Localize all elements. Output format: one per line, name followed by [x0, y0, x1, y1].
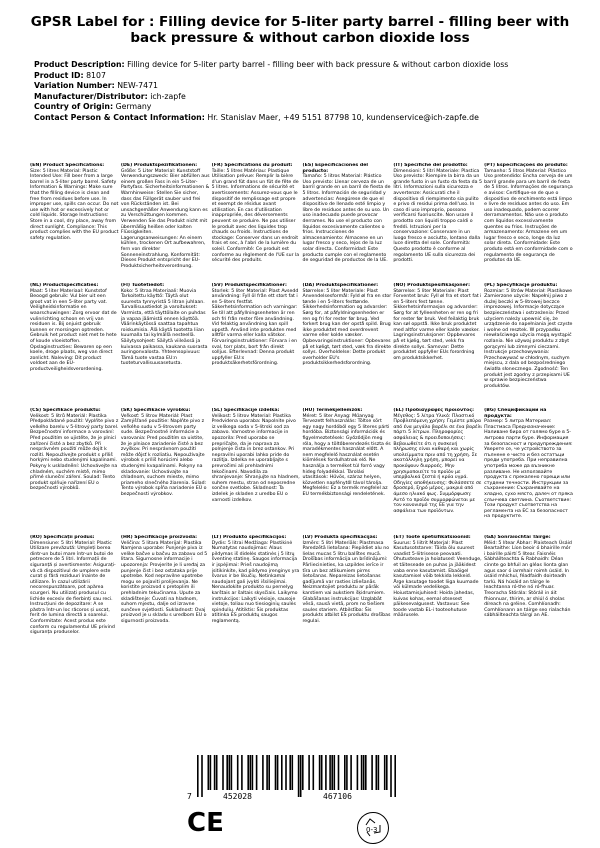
spec-body: Méret: 5 liter Anyag: Műanyag Tervezett felhasználás: Töltse sört egy nagy hordóból egy 5 literes párti hordóba. Biztonsági információk és figyelmeztetések: Győződjön meg róla, hogy a töltőberendezés tiszta és maradékmentes használat előtt. A nem megfelelő használat esetén kiömlések fordulhatnak elő. Ne használja a terméket túl forró vagy hideg folyadékkal. Tárolási utasítások: Hűvös, száraz helyen, közvetlen napfénytől távol tárolja. Megfelelés: Ez a termék megfelel az EU termékbiztonsági rendeletének.	[302, 413, 391, 497]
barcode-bar	[338, 755, 340, 790]
barcode-bar	[325, 755, 327, 790]
spec-row	[30, 408, 575, 520]
spec-body: Größe: 5 Liter Material: Kunststoff Verwendungszweck: Bier abfüllen aus einem großen Fass in ein 5-Liter-Partyfass. Sicherheitsinformationen & Warnhinweise: Stellen Sie sicher, dass das Füllgerät sauber und frei von Rückständen ist. Bei unsachgemäßer Anwendung kann es zu Verschüttungen kommen. Verwenden Sie das Produkt nicht mit übermäßig heißen oder kalten Flüssigkeiten. Lagerungsanweisungen: An einem kühlen, trockenen Ort aufbewahren, fern von direkter Sonneneinstrahlung. Konformität: Dieses Produkt entspricht der EU-Produktsicherheitsverordnung.	[120, 168, 210, 269]
spec-cell	[121, 535, 212, 636]
barcode-bar	[222, 755, 224, 790]
spec-cell	[484, 283, 575, 389]
spec-heading: (SV) Produktspecifikationer:	[211, 283, 287, 288]
barcode-bar	[394, 755, 396, 797]
spec-cell	[30, 163, 121, 269]
spec-cell	[30, 535, 121, 636]
spec-body: Koko: 5 litraa Materiaali: Muovia Tarkoitettu käyttö: Täytä olut suuresta tynnyristä 5 litran juhlaan. Turvallisuustiedot ja varoitukset: Varmista, että täyttölaite on puhdas ja vapaa jäämistä ennen käyttöä. Väärinkäytössä saattaa tapahtua roiskumisia. Älä käytä tuotetta liian kuumalla tai kylmällä nesteellä. Säilytysohjeet: Säilytä viileässä ja kuivassa paikassa, kaukana suorasta auringonvalosta. Yhteensopivuus: Tämä tuote vastaa EU:n tuoteturvallisuusasetusta.	[120, 288, 208, 367]
spec-heading: (RO) Specificații produs:	[30, 535, 95, 540]
barcode-bar	[319, 755, 321, 790]
barcode-bar	[252, 755, 254, 790]
barcode-bar	[197, 755, 199, 797]
barcode-left-digits: 452028	[223, 792, 252, 800]
spec-heading: (HU) Termékjellemzők:	[302, 408, 363, 413]
barcode-bar	[331, 755, 333, 790]
barcode-bar	[266, 755, 268, 790]
label-title: GPSR Label for : Filling device for 5-liter party barrel - filling beer with back pressure & without carbon dioxide loss	[30, 14, 570, 46]
barcode-bar	[292, 755, 294, 790]
spec-cell	[212, 408, 303, 520]
barcode-bar	[275, 755, 277, 790]
barcode-right-digits: 467106	[323, 792, 352, 800]
barcode-bar	[329, 755, 331, 790]
spec-row	[30, 283, 575, 389]
spec-body: Μέγεθος: 5 λίτρα Υλικό: Πλαστικό Προβλεπόμενη χρήση: Γεμίστε μπύρα από ένα μεγάλο βαρέλι σε ένα βαρέλι πάρτι 5 λίτρων. Πληροφορίες ασφάλειας & προειδοποιήσεις: Βεβαιωθείτε ότι η συσκευή πλήρωσης είναι καθαρή και χωρίς υπολείμματα πριν από τη χρήση. Σε ακατάλληλη χρήση, μπορεί να προκύψουν διαρροές. Μην χρησιμοποιείτε το προϊόν με υπερβολικά ζεστά ή κρύα υγρά. Οδηγίες αποθήκευσης: Φυλάσσετε σε δροσερό, ξηρό μέρος, μακριά από άμεσο ηλιακό φως. Συμμόρφωση: Αυτό το προϊόν συμμορφώνεται με τον κανονισμό της ΕΕ για την ασφάλεια των προϊόντων.	[393, 413, 482, 514]
barcode-bar	[285, 755, 287, 790]
meta-line	[34, 102, 586, 113]
spec-cell	[393, 535, 484, 636]
spec-heading: (IT) Specifiche del prodotto:	[393, 163, 468, 168]
spec-body: Izmērs: 5 litri Materiāls: Plastmasa Paredzētā lietošana: Piepildiet alu no lielas mucas 5 litru ballītes mucā. Drošības informācija un brīdinājumi: Pārliecinieties, ka uzpildes ierīce ir tīra un bez atlikumiem pirms lietošanas. Nepareizas lietošanas gadījumā var rasties izliešanās. Neizmantojiet produktu ar pārāk karstiem vai aukstiem šķidrumiem. Glabāšanas instrukcijas: Uzglabāt vēsā, sausā vietā, prom no tiešiem saules stariem. Atbilstība: Šis produkts atbilst ES produktu drošības regulai.	[302, 540, 391, 624]
barcode-bar	[302, 755, 304, 790]
spec-body: Size: 5 litres Material: Plastic Intended Use: Fill beer from a large barrel in a 5-liter party barrel. Safety Information & Warnings: Make sure that the filling device is clean and free from residues before use. In improper use, spills can occur. Do not use with hot or excessively hot or cold liquids. Storage Instructions: Store in a cool, dry place, away from direct sunlight. Compliance: This product complies with the EU product safety regulation.	[30, 168, 119, 241]
spec-heading: (HR) Specifikacije proizvoda:	[120, 535, 198, 540]
spec-body: Rozmiar: 5 litrów Materiał: Plastikowe Zamierzone użycie: Napełnij piwo z dużej beczki w 5-litrowej beczce imprezowej. Informacje dotyczące bezpieczeństwa i ostrzeżenia: Przed użyciem należy upewnić się, że urządzenie do napełniania jest czyste i wolne od resztek. W przypadku niewłaściwego użycia mogą wystąpić rozlania. Nie używaj produktu z zbyt gorącymi lub zimnymi cieczami. Instrukcje przechowywania: Przechowywać w chłodnym, suchym miejscu, z dala od bezpośredniego światła słonecznego. Zgodność: Ten produkt jest zgodny z przepisami UE w sprawie bezpieczeństwa produktów.	[484, 288, 573, 389]
barcode-bar	[262, 755, 264, 790]
meta-line	[34, 60, 586, 71]
spec-body: Suurus: 5 liitrit Materjal: Plast Kasutusotstarve: Täida õlu suurest vaadist 5-liitrisesse peovaati. Ohutusteave ja hoiatused: Veenduge, et täiteseade on puhas ja jääkidest vaba enne kasutamist. Ebaõigel kasutamisel võib tekkida lekkeid. Ärge kasutage toodet liiga kuumade või külmade vedelikega. Hoiustamisjuhised: Hoida jahedas, kuivas kohas, eemal otsesest päikesevalgusest. Vastavus: See toode vastab EL-i tooteohutuse määrusele.	[393, 540, 482, 619]
barcode-bar	[321, 755, 323, 790]
barcode-bar	[365, 755, 367, 790]
spec-heading: (EN) Product Specifications:	[30, 163, 105, 168]
spec-cell	[212, 283, 303, 389]
spec-body: Размер: 5 литра Материал: Пластмаса Предназначение: Наливане бира от голямо буре в 5-литрово парти буре. Информация за безопасност и предупреждения: Уверете се, че устройството за пълнене е чисто и без остатъци преди употреба. При неправилна употреба може да възникне разливане. Не използвайте продукта с прекалено горещи или студени течности. Инструкции за съхранение: Съхранявайте на хладно, сухо място, далеч от пряка слънчева светлина. Съответствие: Този продукт съответства на регламента на ЕС за безопасност на продуктите.	[484, 419, 573, 520]
barcode-bar	[384, 755, 386, 790]
spec-heading: (CS) Specifikace produktu:	[30, 408, 101, 413]
recycling-icon	[357, 812, 389, 844]
spec-body: Tamanho: 5 litros Material: Plástico Uso pretendido: Encha cerveja de um barril grande para um barril de festa de 5 litros. Informações de segurança e avisos: Certifique-se de que o dispositivo de enchimento está limpo e livre de resíduos antes do uso. Em uso inadequado, podem ocorrer derramamentos. Não use o produto com líquidos excessivamente quentes ou frios. Instruções de armazenamento: Armazene em um lugar fresco e seco, longe da luz solar direta. Conformidade: Este produto está em conformidade com o regulamento de segurança de produtos da UE.	[484, 168, 573, 264]
meta-value: Filling device for 5-liter party barrel - filling beer with back pressure & without carbon dioxide loss	[127, 60, 509, 69]
barcode-bar	[344, 755, 346, 790]
meta-value: NEW-7471	[117, 81, 158, 90]
spec-cell	[121, 408, 212, 520]
spec-cell	[302, 163, 393, 269]
spec-cell	[484, 408, 575, 520]
spec-cell	[302, 408, 393, 520]
spec-heading: (NL) Productspecificaties:	[30, 283, 99, 288]
recycle-label: 0-3	[366, 826, 378, 834]
barcode-bar	[201, 755, 203, 797]
spec-body: Veľkosť: 5 litrov Materiál: Plast Zamýšľané použitie: Naplňte pivo z veľkého sudu v 5-litrovom party sude. Bezpečnostné informácie a varovania: Pred použitím sa uistite, že je plniace zariadenie čisté a bez zvyškov. Pri nesprávnom použití môže dôjsť k rozliatiu. Nepoužívajte výrobok s príliš horúcimi alebo studenými kvapalinami. Pokyny na skladovanie: Uchovávajte na chladnom, suchom mieste, mimo priameho slnečného žiarenia. Súlad: Tento výrobok spĺňa nariadenie EÚ o bezpečnosti výrobkov.	[120, 413, 207, 497]
spec-row	[30, 163, 575, 269]
spec-heading: (SK) Špecifikácie výrobku:	[120, 408, 191, 413]
meta-line	[34, 92, 586, 103]
barcode-bar	[334, 755, 336, 790]
spec-body: Dimensiune: 5 litri Material: Plastic Utilizare prevăzută: Umpleți berea dintr-un butoi mare într-un butoi de petrecere de 5 litri. Informații de siguranță și avertismente: Asigurați-vă că dispozitivul de umplere este curat și fără reziduuri înainte de utilizare. În cazul utilizării necorespunzătoare, pot apărea scurgeri. Nu utilizați produsul cu lichide excesiv de fierbinți sau reci. Instrucțiuni de depozitare: A se păstra într-un loc răcoros și uscat, ferit de lumina directă a soarelui. Conformitate: Acest produs este conform cu regulamentul UE privind siguranța produselor.	[30, 540, 116, 636]
barcode-bar	[313, 755, 315, 790]
barcode-bar	[216, 755, 218, 790]
barcode-bar	[376, 755, 378, 790]
spec-heading: (ET) Toote spetsifikatsioonid:	[393, 535, 471, 540]
spec-cell	[484, 163, 575, 269]
meta-label: Manufacturer/Distributor:	[34, 91, 148, 101]
barcode-lead-digit: 7	[187, 792, 192, 800]
barcode-bar	[277, 755, 279, 790]
barcode-bar	[298, 755, 300, 797]
meta-value: Hr. Stanislav Maer, +49 5151 87798 10, kundenservice@ich-zapfe.de	[207, 112, 479, 122]
barcode-bar	[361, 755, 363, 790]
barcode-bar	[281, 755, 283, 790]
spec-heading: (FR) Spécifications du produit:	[211, 163, 293, 168]
barcode-bar	[241, 755, 243, 790]
barcode-bar	[214, 755, 216, 790]
spec-heading: (EL) Προδιαγραφές προϊόντος:	[393, 408, 475, 413]
meta-label: Contact Person & Contact Information:	[34, 112, 205, 122]
barcode-bar	[268, 755, 270, 790]
barcode-bar	[386, 755, 388, 790]
spec-body: Veličina: 5 litara Materijal: Plastika Namjena uporabe: Punjenje piva iz velike bačve u bačvu za zabavu od 5 litara. Sigurnosne informacije i upozorenja: Provjerite je li uređaj za punjenje čist i bez ostataka prije upotrebe. Kod nepravilne upotrebe mogu se pojaviti prolijevanja. Ne koristite proizvod s pretoplim ili prehladnim tekućinama. Upute za skladištenje: Čuvati na hladnom, suhom mjestu, dalje od izravne sunčeve svjetlosti. Sukladnost: Ovaj proizvod je u skladu s uredbom EU o sigurnosti proizvoda.	[120, 540, 208, 624]
spec-row	[30, 535, 575, 636]
spec-body: Størrelse: 5 liter Materiale: Plast Forventet bruk: Fyll øl fra et stort fat i en 5-liters fest tønne. Sikkerhetsinformasjon og advarsler: Sørg for at fylleenheten er ren og fri for rester før bruk. Ved feilaktig bruk kan søl oppstå. Ikke bruk produktet med altfor varme eller kalde væsker. Lagringsinstruksjoner: Oppbevares på et kjølig, tørt sted, vekk fra direkte sollys. Samsvar: Dette produktet oppfyller EUs forordning om produktsikkerhet.	[393, 288, 482, 361]
spec-heading: (NO) Produktspesifikasjoner:	[393, 283, 470, 288]
spec-body: Dydis: 5 litrai Medžiaga: Plastikinė Numatytas naudojimas: Alaus pildymas iš didelės statinės į 5 litrų šventinę statinę. Saugos informacija ir įspėjimai: Prieš naudojimą įsitikinkite, kad pildymo įrenginys yra švarus ir be likučių. Netinkamai naudojant gali įvykti išsiliejimai. Nenaudokite produkto su pernelyg karštais ar šaltais skysčiais. Laikymo instrukcijos: Laikyti vėsioje, sausoje vietoje, toliau nuo tiesioginių saulės spindulių. Atitiktis: Šis produktas atitinka ES produktų saugos reglamentą.	[211, 540, 300, 624]
spec-body: Størrelse: 5 liter Materiale: Plast Anvendelsesformål: Fyld øl fra en stor tønde i en 5-liters festtønde. Sikkerhedsinformation og advarsler: Sørg for, at påfyldningsenheden er ren og fri for rester før brug. Ved forkert brug kan der opstå spild. Brug ikke produktet med overdrevent varme eller kolde væsker. Opbevaringsinstruktioner: Opbevares på et køligt, tørt sted, væk fra direkte sollys. Overholdelse: Dette produkt overholder EU's produktsikkerhedsforordning.	[302, 288, 392, 367]
meta-value: Germany	[115, 102, 152, 111]
barcode-bar	[208, 755, 210, 790]
spec-cell	[121, 163, 212, 269]
spec-cell	[212, 163, 303, 269]
meta-line	[34, 113, 586, 124]
spec-cell	[121, 283, 212, 389]
spec-body: Storlek: 5 liter Material: Plast Avsedd användning: Fyll öl från ett stort fat i en 5-liters festfat. Säkerhetsinformation och varningar: Se till att påfyllningsenheten är ren och fri från rester före användning. Vid felaktig användning kan spill uppstå. Använd inte produkten med alltför varma eller kalla vätskor. Förvaringsinstruktioner: Förvara i en sval, torr plats, bort från direkt solljus. Efterlevnad: Denna produkt uppfyller EU:s produktsäkerhetsförordning.	[211, 288, 299, 367]
spec-cell	[393, 283, 484, 389]
spec-heading: (PL) Specyfikacje produktu:	[484, 283, 558, 288]
barcode-bar	[237, 755, 239, 790]
spec-body: Velikost: 5 litrov Material: Plastika Predvidena uporaba: Napolnite pivo iz velikega soda v 5-litrski sod za zabavo. Varnostne informacije in opozorila: Pred uporabo se prepričajte, da je naprava za polnjenje čista in brez ostankov. Pri nepravilni uporabi lahko pride do razlitja. Izdelka ne uporabljajte s prevročimi ali prehladnimi tekočinami. Navodila za shranjevanje: Shranjujte na hladnem, suhem mestu, stran od neposredne sončne svetlobe. Skladnost: Ta izdelek je skladen z uredbo EU o varnosti izdelkov.	[211, 413, 300, 503]
spec-heading: (ES) Especificaciones del producto:	[302, 163, 368, 174]
barcode-bar	[289, 755, 291, 790]
spec-cell	[393, 408, 484, 520]
barcode-bar	[346, 755, 348, 790]
spec-cell	[30, 283, 121, 389]
spec-heading: (LT) Produkto specifikacijos:	[211, 535, 287, 540]
spec-heading: (DA) Produktspecifikationer:	[302, 283, 379, 288]
spec-heading: (DE) Produktspezifikationen:	[120, 163, 198, 168]
spec-cell	[302, 535, 393, 636]
barcode-bar	[308, 755, 310, 790]
spec-cell	[302, 283, 393, 389]
spec-heading: (PT) Especificações do produto:	[484, 163, 568, 168]
spec-cell	[30, 408, 121, 520]
meta-label: Country of Origin:	[34, 102, 114, 111]
spec-heading: (GA) Sonraíochtaí Táirge:	[484, 535, 551, 540]
spec-heading: (FI) Tuotetiedot:	[120, 283, 165, 288]
meta-line	[34, 81, 586, 92]
meta-line	[34, 71, 586, 82]
barcode-bar	[390, 755, 392, 797]
product-meta	[34, 60, 586, 123]
meta-value: 8107	[86, 70, 106, 80]
barcode-bar	[250, 755, 252, 790]
spec-cell	[393, 163, 484, 269]
spec-cell	[484, 535, 575, 636]
barcode-bar	[357, 755, 359, 790]
meta-label: Variation Number:	[34, 81, 115, 90]
spec-heading: (SL) Specifikacije izdelka:	[211, 408, 280, 413]
spec-body: Tamaño: 5 litros Material: Plástico Uso previsto: Llenar cerveza de un barril grande en un barril de fiesta de 5 litros. Información de seguridad y advertencias: Asegúrese de que el dispositivo de llenado esté limpio y libre de residuos antes de su uso. Un uso inadecuado puede provocar derrames. No use el producto con líquidos excesivamente calientes o fríos. Instrucciones de almacenamiento: Almacene en un lugar fresco y seco, lejos de la luz solar directa. Conformidad: Este producto cumple con el reglamento de seguridad de productos de la UE.	[302, 174, 391, 264]
ce-mark: CE	[187, 808, 224, 838]
spec-body: Taille: 5 litres Matériau: Plastique Utilisation prévue: Remplir la bière d'un grand fût dans un fût de fête de 5 litres. Informations de sécurité et avertissements: Assurez-vous que le dispositif de remplissage est propre et exempt de résidus avant utilisation. En cas d'utilisation inappropriée, des déversements peuvent se produire. Ne pas utiliser le produit avec des liquides trop chauds ou froids. Instructions de stockage: Conserver dans un endroit frais et sec, à l'abri de la lumière du soleil. Conformité: Ce produit est conforme au règlement de l'UE sur la sécurité des produits.	[211, 168, 300, 264]
barcode-bar	[210, 755, 212, 790]
barcode-bar	[231, 755, 233, 790]
barcode-bar	[256, 755, 258, 790]
barcode-bar	[229, 755, 231, 790]
barcode-bar	[300, 755, 302, 797]
barcode-bar	[378, 755, 380, 790]
spec-body: Dimensioni: 5 litri Materiale: Plastica Uso previsto: Riempire la birra da un grande fusto in un fusto da festa da 5 litri. Informazioni sulla sicurezza e avvertenze: Assicurati che il dispositivo di riempimento sia pulito e privo di residui prima dell'uso. In caso di uso improprio, possono verificarsi fuoriuscite. Non usare il prodotto con liquidi troppo caldi o freddi. Istruzioni per la conservazione: Conservare in un luogo fresco e asciutto, lontano dalla luce diretta del sole. Conformità: Questo prodotto è conforme al regolamento UE sulla sicurezza dei prodotti.	[393, 168, 482, 264]
meta-label: Product Description:	[34, 60, 125, 69]
barcode-bar	[363, 755, 365, 790]
spec-body: Velikost: 5 litrů Materiál: Plastika Předpokládané použití: Vyplňte pivo z velkého barelu v 5-litrový party barel. Bezpečnostní informace a varování: Před použitím se ujistěte, že je plnicí zařízení čisté a bez zbytků. Při nesprávném použití může dojít k rozlití. Nepoužívejte produkt s příliš horkými nebo studenými kapalinami. Pokyny k uskladnění: Uchovávejte na chladném, suchém místě, mimo přímé sluneční záření. Soulad: Tento produkt splňuje nařízení EU o bezpečnosti výrobků.	[30, 413, 119, 492]
spec-heading: (BG) Спецификации на продукта:	[484, 408, 547, 419]
barcode-bar	[350, 755, 352, 790]
meta-value: ich-zapfe	[150, 91, 186, 101]
meta-label: Product ID:	[34, 70, 84, 80]
barcode-bar	[226, 755, 228, 790]
spec-body: Maat: 5 liter Materiaal: Kunststof Beoogd gebruik: Vul bier uit een groot vat in een 5-liter party vat. Veiligheidsinformatie en waarschuwingen: Zorg ervoor dat de vulinrichting schoon en vrij van residuen is. Bij onjuist gebruik kunnen er morsingen optreden. Gebruik het product niet met te hete of koude vloeistoffen. Opslaginstructies: Bewaren op een koele, droge plaats, weg van direct zonlicht. Naleving: Dit product voldoet aan de EU-productveiligheidsverordening.	[30, 288, 117, 372]
spec-body: Méid: 5 lítear Ábhar: Plaisteach Úsáid Beartaithe: Líon beoir ó bhairille mór i bairille páirtí 5 lítear. Faisnéis Sábháilteachta & Rabhaidh: Déan cinnte go bhfuil an gléas líonta glan agus saor ó iarmhair roimh úsáid. In úsáid mhíchuí, féadfaidh doirteadh tarlú. Ná húsáid an táirge le leachtanna ró-the nó ró-fhuar. Treoracha Stórála: Stóráil in áit fhionnuar, thirim, ar shiúl ó sholas díreach na gréine. Comhlíonadh: Comhlíonann an táirge seo rialachán sábháilteachta táirgí an AE.	[484, 540, 572, 619]
spec-cell	[212, 535, 303, 636]
barcode-bar	[371, 755, 373, 790]
spec-heading: (LV) Produkta specifikācijas:	[302, 535, 378, 540]
barcode	[185, 755, 415, 800]
barcode-bar	[247, 755, 249, 790]
